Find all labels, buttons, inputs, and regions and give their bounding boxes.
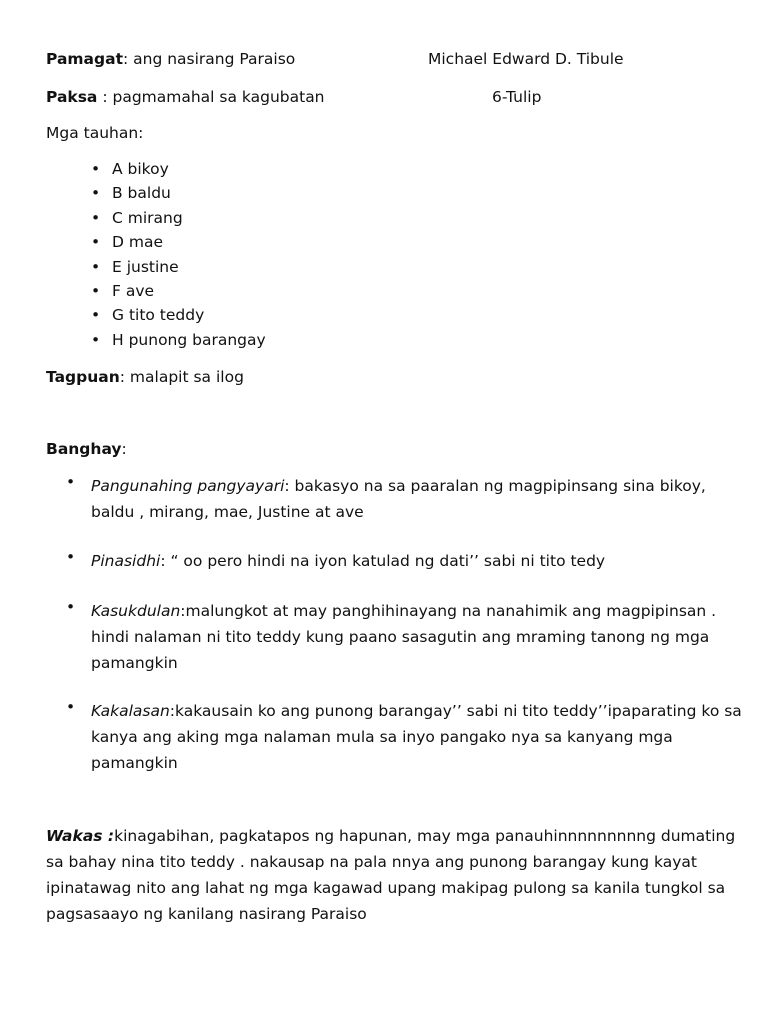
plot-text: : bakasyo na sa paaralan ng magpipinsang sina bikoy, baldu , mirang, mae, Justine at ave xyxy=(91,477,706,521)
plot-term: Pinasidhi xyxy=(91,552,161,570)
bullet-icon: • xyxy=(91,306,101,325)
list-item: • D mae xyxy=(64,230,266,254)
wakas-text: kinagabihan, pagkatapos ng hapunan, may mga panauhinnnnnnnnng dumating sa bahay nina tito teddy . nakausap na pala nnya ang punong barangay kung kayat ipinatawag nito ang lahat ng mga kagawad upang makipag pulong sa kanila tungkol sa pagsasaayo ng kanilang nasirang Paraiso xyxy=(46,827,736,923)
list-item: • C mirang xyxy=(64,206,266,230)
plot-term: Kakalasan xyxy=(91,702,170,720)
bullet-icon: • xyxy=(66,698,76,716)
topic-line xyxy=(46,85,325,109)
plot-text: :malungkot at may panghihinayang na nanahimik ang magpipinsan . hindi nalaman ni tito teddy kung paano sasagutin ang mraming tanong ng mga pamangkin xyxy=(91,602,717,672)
bullet-icon: • xyxy=(91,233,101,252)
bullet-icon: • xyxy=(66,598,76,616)
bullet-icon: • xyxy=(91,257,101,276)
bullet-icon: • xyxy=(91,281,101,300)
plot-term: Pangunahing pangyayari xyxy=(91,477,285,495)
plot-heading: Banghay: xyxy=(46,440,127,458)
section-name: 6-Tulip xyxy=(492,88,542,106)
bullet-icon: • xyxy=(91,184,101,203)
plot-item-pinasidhi xyxy=(64,548,744,574)
tagpuan-value: : malapit sa ilog xyxy=(119,368,244,386)
bullet-icon: • xyxy=(66,548,76,566)
paksa-label: Paksa xyxy=(46,88,98,106)
bullet-icon: • xyxy=(91,160,101,178)
list-item: • B baldu xyxy=(64,181,266,205)
plot-term: Kasukdulan xyxy=(91,602,181,620)
paksa-value: : pagmamahal sa kagubatan xyxy=(97,88,325,106)
bullet-icon: • xyxy=(91,208,101,227)
tagpuan-label: Tagpuan xyxy=(46,368,120,386)
characters-heading: Mga tauhan: xyxy=(46,124,144,142)
list-item: • H punong barangay xyxy=(64,328,266,352)
list-item: • F ave xyxy=(64,279,266,303)
plot-text: : “ oo pero hindi na iyon katulad ng dati’’ sabi ni tito tedy xyxy=(160,552,606,570)
pamagat-label: Pamagat xyxy=(46,50,123,68)
pamagat-value: : ang nasirang Paraiso xyxy=(122,50,296,68)
setting-line xyxy=(46,365,244,389)
plot-item-kakalasan xyxy=(64,698,744,776)
banghay-label: Banghay xyxy=(46,440,122,458)
list-item: • E justine xyxy=(64,255,266,279)
list-item: • A bikoy xyxy=(64,157,266,181)
wakas-label: Wakas : xyxy=(46,827,115,845)
plot-text: :kakausain ko ang punong barangay’’ sabi ni tito teddy’’ipaparating ko sa kanya ang aking mga nalaman mula sa inyo pangako nya sa kanyang mga pamangkin xyxy=(91,702,742,772)
title-line xyxy=(46,47,295,71)
bullet-icon: • xyxy=(66,473,76,491)
list-item: • G tito teddy xyxy=(64,303,266,327)
plot-item-kasukdulan xyxy=(64,598,744,676)
characters-list xyxy=(64,157,266,352)
author-name: Michael Edward D. Tibule xyxy=(428,50,624,68)
bullet-icon: • xyxy=(91,330,101,349)
ending-paragraph xyxy=(46,823,736,927)
plot-item-pangunahing xyxy=(64,473,744,525)
